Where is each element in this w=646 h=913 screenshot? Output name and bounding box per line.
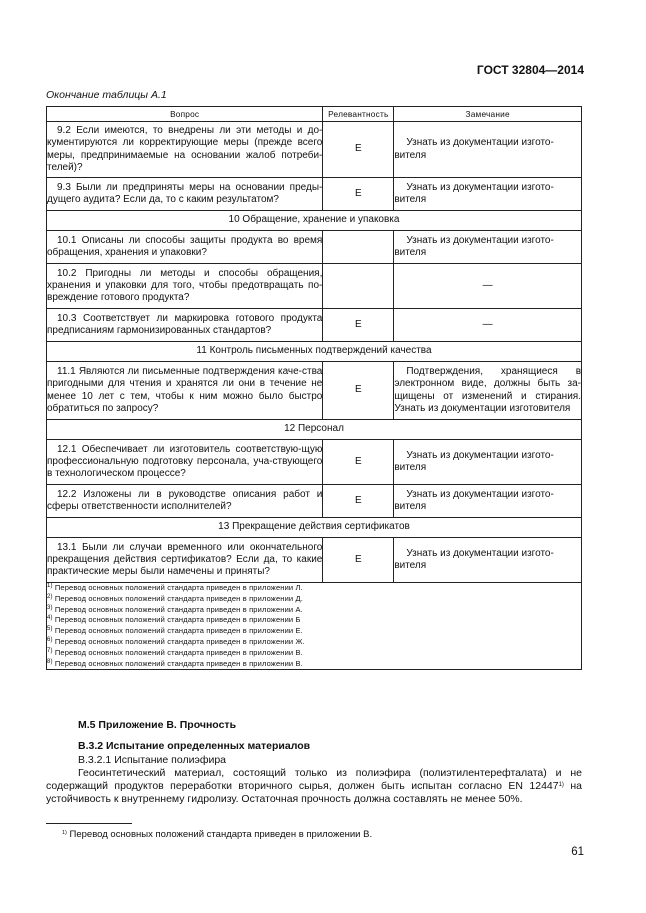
table-caption: Окончание таблицы А.1 bbox=[46, 89, 167, 101]
relevance-cell: E bbox=[323, 362, 394, 420]
remark-cell: Узнать из документации изгото-вителя bbox=[394, 122, 582, 178]
table-footnote: $^{4)}$ Перевод основных положений стандарта приведен в приложении Б bbox=[47, 615, 301, 625]
remark-cell: — bbox=[394, 264, 582, 309]
question-cell: 9.2 Если имеются, то внедрены ли эти методы и до-кументируются ли корректирующие меры (прежде всего меры, предпринимаемые на основании жалоб потреби-телей)? bbox=[47, 122, 323, 178]
question-cell: 10.2 Пригодны ли методы и способы обращения, хранения и упаковки для того, чтобы предотвращать по-вреждение готового продукта? bbox=[47, 264, 323, 309]
footnote-separator bbox=[46, 823, 132, 824]
table-row bbox=[47, 231, 582, 264]
footnotes-row bbox=[47, 583, 582, 670]
section-heading-m5: М.5 Приложение В. Прочность bbox=[78, 719, 237, 731]
requirements-table bbox=[46, 106, 582, 670]
remark-cell: — bbox=[394, 309, 582, 342]
section-row bbox=[47, 518, 582, 538]
table-footnote: $^{3)}$ Перевод основных положений стандарта приведен в приложении А. bbox=[47, 604, 303, 614]
section-row bbox=[47, 342, 582, 362]
relevance-cell: E bbox=[323, 485, 394, 518]
question-cell: 12.1 Обеспечивает ли изготовитель соответствую-щую профессиональную подготовку персонала, уча-ствующего в технологическом процессе? bbox=[47, 440, 323, 485]
section-title: 12 Персонал bbox=[47, 420, 582, 440]
relevance-cell: E bbox=[323, 122, 394, 178]
question-cell: 9.3 Были ли предприняты меры на основании преды-дущего аудита? Если да, то с каким результатом? bbox=[47, 178, 323, 211]
question-cell: 13.1 Были ли случаи временного или окончательного прекращения действия сертификатов? Если да, то какие практические меры были намечены и приняты? bbox=[47, 538, 323, 583]
section-title: 13 Прекращение действия сертификатов bbox=[47, 518, 582, 538]
table-row bbox=[47, 485, 582, 518]
section-row bbox=[47, 211, 582, 231]
table-row bbox=[47, 178, 582, 211]
table-row bbox=[47, 538, 582, 583]
question-cell: 10.1 Описаны ли способы защиты продукта во время обращения, хранения и упаковки? bbox=[47, 231, 323, 264]
remark-cell: Узнать из документации изгото-вителя bbox=[394, 178, 582, 211]
relevance-cell: E bbox=[323, 440, 394, 485]
section-title: 10 Обращение, хранение и упаковка bbox=[47, 211, 582, 231]
remark-cell: Подтверждения, хранящиеся в электронном виде, должны быть за-щищены от изменений и стирания. Узнать из документации изготовителя bbox=[394, 362, 582, 420]
paragraph-text-cont: на устойчивость к внутреннему гидролизу. Остаточная прочность должна составлять не менее 50%. bbox=[46, 780, 582, 805]
table-row bbox=[47, 122, 582, 178]
relevance-cell: E bbox=[323, 178, 394, 211]
header-remark: Замечание bbox=[394, 107, 582, 122]
table-row bbox=[47, 362, 582, 420]
page-footnote: $^{1)}$ Перевод основных положений стандарта приведен в приложении В. bbox=[62, 829, 373, 840]
section-row bbox=[47, 420, 582, 440]
table-footnote: $^{7)}$ Перевод основных положений стандарта приведен в приложении В. bbox=[47, 647, 303, 657]
table-footnote: $^{1)}$ Перевод основных положений стандарта приведен в приложении Л. bbox=[47, 583, 303, 592]
section-heading-b32: В.3.2 Испытание определенных материалов bbox=[78, 740, 311, 752]
table-row bbox=[47, 264, 582, 309]
body-paragraph bbox=[46, 767, 582, 806]
table-footnote: $^{5)}$ Перевод основных положений стандарта приведен в приложении Е. bbox=[47, 626, 303, 636]
paragraph-text: Геосинтетический материал, состоящий только из полиэфира (полиэтилентерефталата) и не содержащий продуктов переработки вторичного сырья, должен быть испытан согласно EN 12447 bbox=[46, 767, 582, 792]
relevance-cell: E bbox=[323, 309, 394, 342]
remark-cell: Узнать из документации изгото-вителя bbox=[394, 440, 582, 485]
page-number: 61 bbox=[571, 846, 584, 858]
table-footnote: $^{6)}$ Перевод основных положений стандарта приведен в приложении Ж. bbox=[47, 636, 305, 646]
question-cell: 12.2 Изложены ли в руководстве описания работ и сферы ответственности исполнителей? bbox=[47, 485, 323, 518]
table-row bbox=[47, 440, 582, 485]
section-title: 11 Контроль письменных подтверждений качества bbox=[47, 342, 582, 362]
header-relevance: Релевантность bbox=[323, 107, 394, 122]
header-question: Вопрос bbox=[47, 107, 323, 122]
relevance-cell: E bbox=[323, 538, 394, 583]
footnote-marker[interactable]: 1) bbox=[558, 782, 564, 788]
remark-cell: Узнать из документации изгото-вителя bbox=[394, 538, 582, 583]
footnotes-cell bbox=[47, 583, 582, 670]
question-cell: 10.3 Соответствует ли маркировка готового продукта предписаниям гармонизированных стандартов? bbox=[47, 309, 323, 342]
relevance-cell bbox=[323, 231, 394, 264]
table-header-row bbox=[47, 107, 582, 122]
document-header: ГОСТ 32804—2014 bbox=[476, 63, 584, 77]
table-row bbox=[47, 309, 582, 342]
remark-cell: Узнать из документации изгото-вителя bbox=[394, 231, 582, 264]
table-footnote: $^{8)}$ Перевод основных положений стандарта приведен в приложении В. bbox=[47, 658, 303, 668]
question-cell: 11.1 Являются ли письменные подтверждения каче-ства пригодными для чтения и хранятся ли они в течение не менее 10 лет с тем, чтобы к ним можно было быстро обратиться по запросу? bbox=[47, 362, 323, 420]
table-footnote: $^{2)}$ Перевод основных положений стандарта приведен в приложении Д. bbox=[47, 593, 303, 603]
section-heading-b321: В.3.2.1 Испытание полиэфира bbox=[78, 754, 226, 766]
remark-cell: Узнать из документации изгото-вителя bbox=[394, 485, 582, 518]
relevance-cell bbox=[323, 264, 394, 309]
